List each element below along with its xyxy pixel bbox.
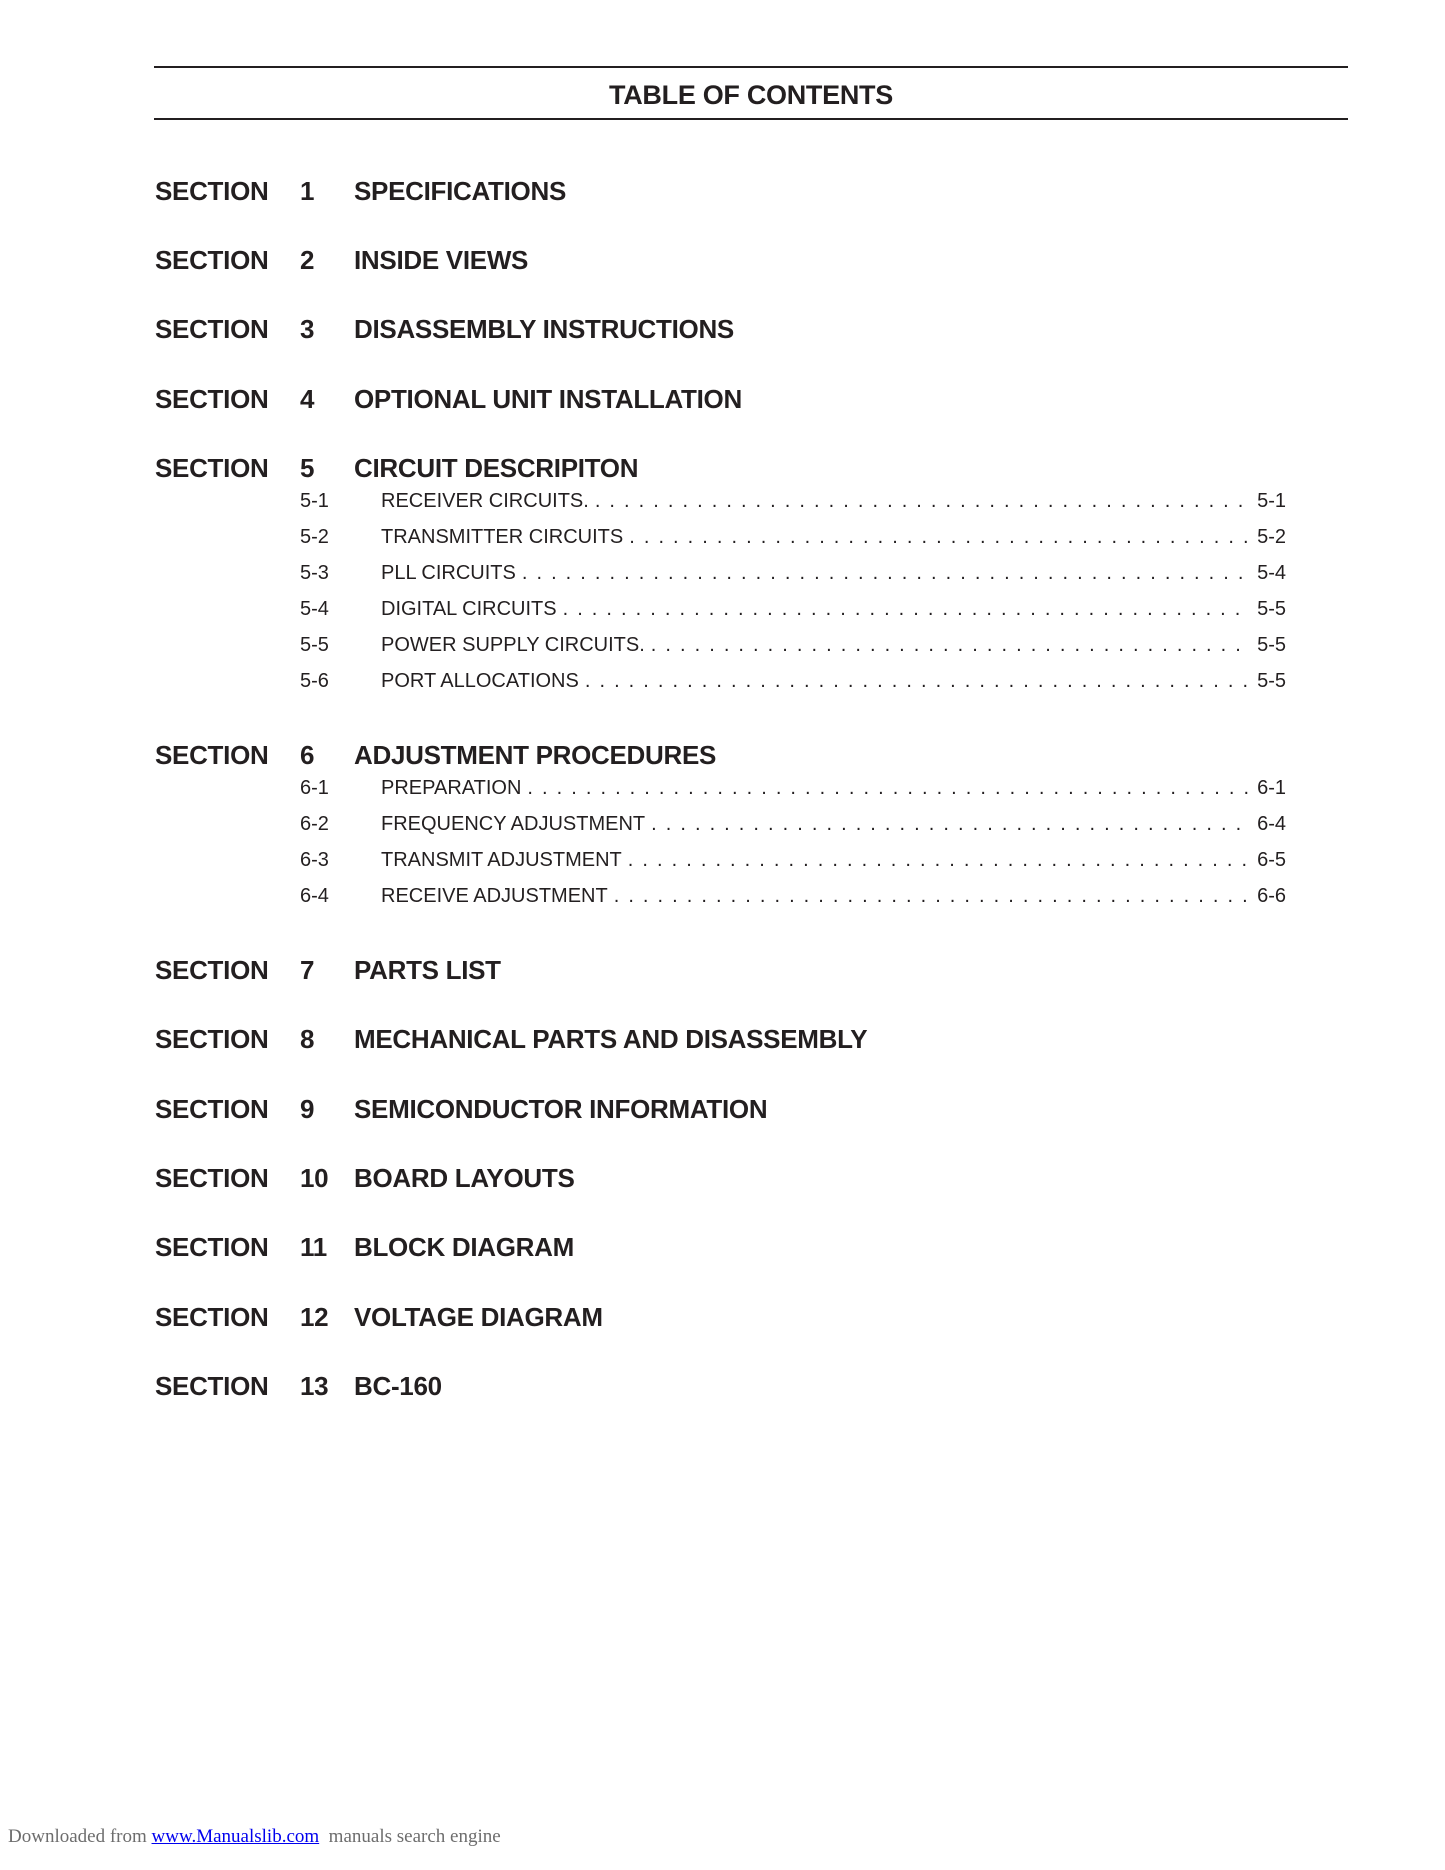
subsection-title: DIGITAL CIRCUITS	[381, 598, 557, 620]
toc-subsection-5-4[interactable]	[300, 598, 1286, 622]
dot-leader	[522, 562, 1251, 585]
section-title: SPECIFICATIONS	[354, 176, 567, 206]
section-number: 9	[300, 1094, 315, 1124]
subsection-page: 6-1	[1257, 777, 1286, 799]
subsection-page: 6-5	[1257, 849, 1286, 871]
footer-prefix: Downloaded from	[8, 1826, 152, 1847]
toc-subsection-6-1[interactable]	[300, 777, 1286, 801]
section-title: PARTS LIST	[354, 955, 501, 985]
download-footer	[8, 1826, 501, 1848]
subsection-number: 5-3	[300, 562, 329, 584]
toc-subsection-6-3[interactable]	[300, 849, 1286, 873]
section-label: SECTION	[155, 245, 269, 275]
section-number: 11	[300, 1232, 327, 1262]
subsection-title: POWER SUPPLY CIRCUITS.	[381, 634, 645, 656]
section-label: SECTION	[155, 1024, 269, 1054]
section-label: SECTION	[155, 453, 269, 483]
footer-suffix: manuals search engine	[319, 1826, 501, 1847]
section-number: 12	[300, 1302, 329, 1332]
section-title: SEMICONDUCTOR INFORMATION	[354, 1094, 768, 1124]
section-title: BC-160	[354, 1371, 442, 1401]
section-number: 10	[300, 1163, 329, 1193]
dot-leader	[563, 598, 1252, 621]
section-label: SECTION	[155, 1232, 269, 1262]
section-title: BOARD LAYOUTS	[354, 1163, 575, 1193]
top-rule	[154, 66, 1348, 68]
section-label: SECTION	[155, 1371, 269, 1401]
subsection-page: 6-6	[1257, 885, 1286, 907]
toc-subsection-6-4[interactable]	[300, 885, 1286, 909]
dot-leader	[585, 670, 1251, 693]
subsection-number: 5-1	[300, 490, 329, 512]
subsection-number: 6-4	[300, 885, 329, 907]
subsection-number: 6-3	[300, 849, 329, 871]
subsection-page: 5-2	[1257, 526, 1286, 548]
section-label: SECTION	[155, 1163, 269, 1193]
section-number: 7	[300, 955, 315, 985]
subsection-number: 6-2	[300, 813, 329, 835]
subsection-number: 5-2	[300, 526, 329, 548]
subsection-page: 5-5	[1257, 670, 1286, 692]
section-number: 2	[300, 245, 315, 275]
section-number: 5	[300, 453, 315, 483]
section-number: 3	[300, 314, 315, 344]
toc-subsection-5-5[interactable]	[300, 634, 1286, 658]
section-title: CIRCUIT DESCRIPITON	[354, 453, 639, 483]
toc-subsection-6-2[interactable]	[300, 813, 1286, 837]
dot-leader	[651, 634, 1251, 657]
subsection-title: TRANSMITTER CIRCUITS	[381, 526, 624, 548]
subsection-number: 5-6	[300, 670, 329, 692]
dot-leader	[629, 526, 1251, 549]
subsection-page: 6-4	[1257, 813, 1286, 835]
toc-subsection-5-6[interactable]	[300, 670, 1286, 694]
section-title: ADJUSTMENT PROCEDURES	[354, 740, 717, 770]
page-title: TABLE OF CONTENTS	[609, 80, 893, 110]
section-title: OPTIONAL UNIT INSTALLATION	[354, 384, 742, 414]
subsection-title: PREPARATION	[381, 777, 522, 799]
toc-subsection-5-3[interactable]	[300, 562, 1286, 586]
dot-leader	[628, 849, 1251, 872]
section-title: DISASSEMBLY INSTRUCTIONS	[354, 314, 734, 344]
subsection-page: 5-4	[1257, 562, 1286, 584]
section-label: SECTION	[155, 384, 269, 414]
toc-subsection-5-2[interactable]	[300, 526, 1286, 550]
title-bottom-rule	[154, 118, 1348, 120]
section-title: BLOCK DIAGRAM	[354, 1232, 574, 1262]
section-title: VOLTAGE DIAGRAM	[354, 1302, 603, 1332]
subsection-number: 5-5	[300, 634, 329, 656]
dot-leader	[651, 813, 1251, 836]
section-title: INSIDE VIEWS	[354, 245, 529, 275]
subsection-page: 5-5	[1257, 634, 1286, 656]
subsection-page: 5-1	[1257, 490, 1286, 512]
section-number: 13	[300, 1371, 329, 1401]
section-label: SECTION	[155, 740, 269, 770]
subsection-title: RECEIVER CIRCUITS.	[381, 490, 589, 512]
section-number: 4	[300, 384, 315, 414]
section-number: 8	[300, 1024, 315, 1054]
section-number: 6	[300, 740, 315, 770]
subsection-title: RECEIVE ADJUSTMENT	[381, 885, 608, 907]
subsection-title: PLL CIRCUITS	[381, 562, 516, 584]
subsection-page: 5-5	[1257, 598, 1286, 620]
section-label: SECTION	[155, 176, 269, 206]
section-label: SECTION	[155, 314, 269, 344]
dot-leader	[595, 490, 1251, 513]
toc-subsection-5-1[interactable]	[300, 490, 1286, 514]
section-label: SECTION	[155, 955, 269, 985]
subsection-title: PORT ALLOCATIONS	[381, 670, 579, 692]
subsection-number: 6-1	[300, 777, 329, 799]
section-number: 1	[300, 176, 315, 206]
dot-leader	[527, 777, 1251, 800]
subsection-title: FREQUENCY ADJUSTMENT	[381, 813, 646, 835]
subsection-number: 5-4	[300, 598, 329, 620]
subsection-title: TRANSMIT ADJUSTMENT	[381, 849, 622, 871]
dot-leader	[614, 885, 1251, 908]
section-label: SECTION	[155, 1094, 269, 1124]
manualslib-link[interactable]: www.Manualslib.com	[151, 1826, 320, 1847]
section-title: MECHANICAL PARTS AND DISASSEMBLY	[354, 1024, 868, 1054]
section-label: SECTION	[155, 1302, 269, 1332]
